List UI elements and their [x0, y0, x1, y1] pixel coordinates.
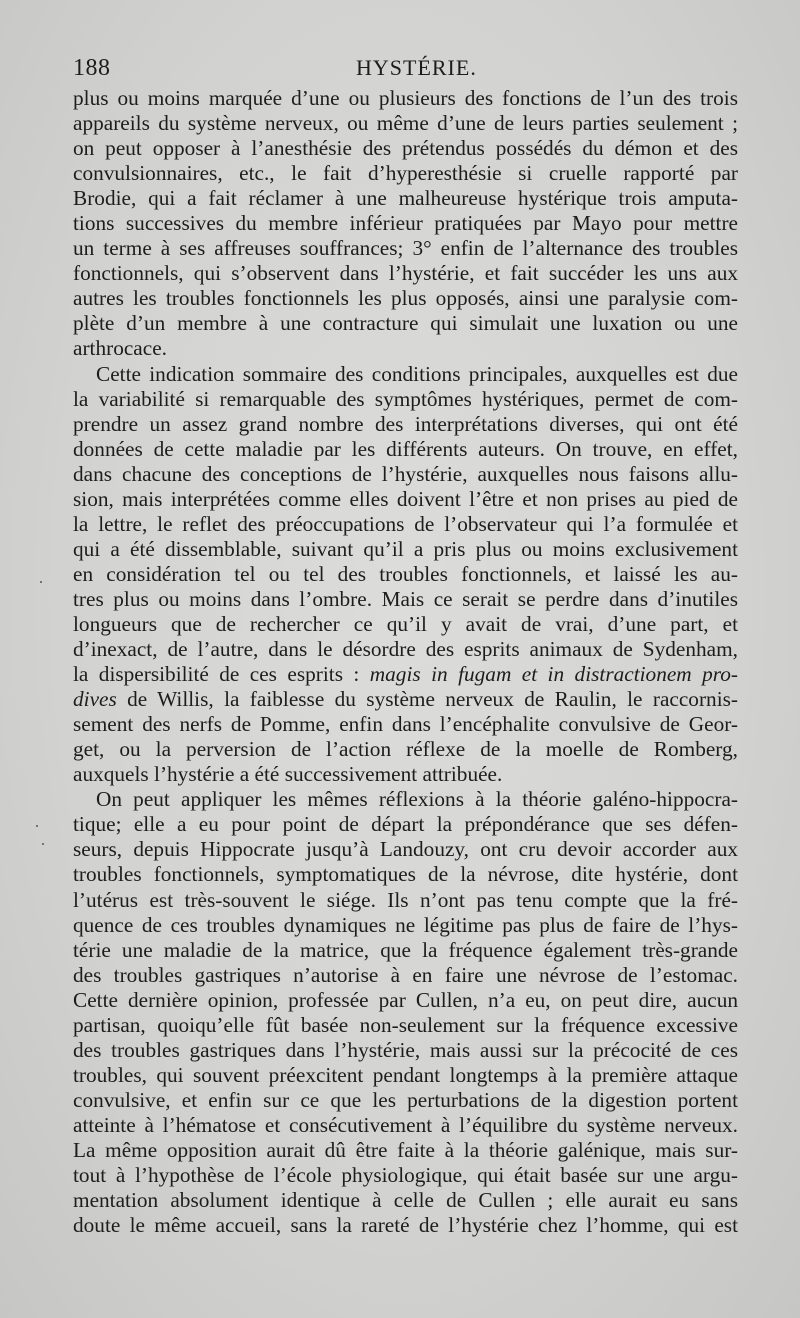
- line-text: mentation absolument identique à celle de Cullen ; elle aurait eu sans: [73, 1188, 738, 1213]
- text-line: [73, 1163, 738, 1188]
- text-line: [73, 136, 738, 161]
- line-text: convulsive, et enfin sur ce que les perturbations de la digestion portent: [73, 1087, 738, 1112]
- line-text: sion, mais interprétées comme elles doivent l’être et non prises au pied de: [73, 486, 738, 511]
- text-line: [73, 1213, 738, 1238]
- text-line: [73, 1013, 738, 1038]
- line-text: tique; elle a eu pour point de départ la prépondérance que ses défen-: [73, 812, 738, 837]
- line-text: Brodie, qui a fait réclamer à une malheureuse hystérique trois amputa-: [73, 186, 738, 211]
- text-line: [73, 913, 738, 938]
- line-text: données de cette maladie par les différents auteurs. On trouve, en effet,: [73, 436, 738, 461]
- text-line: [73, 336, 738, 361]
- line-text: convulsionnaires, etc., le fait d’hyperesthésie si cruelle rapporté par: [73, 161, 738, 186]
- line-text: arthrocace.: [73, 336, 167, 361]
- text-line: [73, 387, 738, 412]
- line-text: d’inexact, de l’autre, dans le désordre des esprits animaux de Sydenham,: [73, 637, 738, 662]
- line-text: en considération tel ou tel des troubles fonctionnels, et laissé les au-: [73, 561, 738, 586]
- text-line: [73, 1038, 738, 1063]
- line-text: la variabilité si remarquable des symptômes hystériques, permet de com-: [73, 386, 738, 411]
- text-line: [73, 587, 738, 612]
- line-text: sement des nerfs de Pomme, enfin dans l’encéphalite convulsive de Geor-: [73, 712, 738, 737]
- line-text: partisan, quoiqu’elle fût basée non-seulement sur la fréquence excessive: [73, 1012, 738, 1037]
- page-number: 188: [73, 55, 111, 81]
- text-line: [73, 888, 738, 913]
- text-line: [73, 687, 738, 712]
- text-line: [73, 311, 738, 336]
- text-line: [73, 362, 738, 387]
- text-line: [73, 512, 738, 537]
- text-line: [73, 712, 738, 737]
- text-line: [73, 762, 738, 787]
- line-text: atteinte à l’hématose et consécutivement à l’équilibre du système nerveux.: [73, 1112, 738, 1137]
- latin-quote: magis in fugam et in distractionem pro-: [369, 662, 738, 687]
- line-text: seurs, depuis Hippocrate jusqu’à Landouzy, ont cru devoir accorder aux: [73, 837, 738, 862]
- text-line: [73, 462, 738, 487]
- line-text: appareils du système nerveux, ou même d’une de leurs parties seulement ;: [73, 111, 738, 136]
- text-line: [73, 1088, 738, 1113]
- text-line: [73, 963, 738, 988]
- text-line: [73, 787, 738, 812]
- text-line: [73, 1188, 738, 1213]
- line-text: longueurs que de rechercher ce qu’il y avait de vrai, d’une part, et: [73, 611, 738, 636]
- line-text: tions successives du membre inférieur pratiquées par Mayo pour mettre: [73, 211, 738, 236]
- text-line: [73, 612, 738, 637]
- text-line: [73, 737, 738, 762]
- line-text: quence de ces troubles dynamiques ne légitime pas plus de faire de l’hys-: [73, 912, 738, 937]
- page-header: [73, 55, 738, 85]
- text-line: [73, 1113, 738, 1138]
- line-text: On peut appliquer les mêmes réflexions à la théorie galéno-hippocra-: [96, 787, 738, 812]
- page-speck: [40, 581, 42, 583]
- line-text: autres les troubles fonctionnels les plus opposés, ainsi une paralysie com-: [73, 286, 738, 311]
- latin-quote: dives: [73, 687, 117, 712]
- text-line: [73, 837, 738, 862]
- body-text: [73, 86, 738, 1238]
- line-text: troubles fonctionnels, symptomatiques de la névrose, dite hystérie, dont: [73, 862, 738, 887]
- text-line: [73, 211, 738, 236]
- line-text: La même opposition aurait dû être faite à la théorie galénique, mais sur-: [73, 1137, 738, 1162]
- line-text: tres plus ou moins dans l’ombre. Mais ce serait se perdre dans d’inutiles: [73, 586, 738, 611]
- line-text: Cette dernière opinion, professée par Cullen, n’a eu, on peut dire, aucun: [73, 987, 738, 1012]
- text-line: [73, 111, 738, 136]
- text-line: [73, 487, 738, 512]
- text-line: [73, 812, 738, 837]
- line-text: qui a été dissemblable, suivant qu’il a pris plus ou moins exclusivement: [73, 536, 738, 561]
- line-text: troubles, qui souvent préexcitent pendant longtemps à la première attaque: [73, 1062, 738, 1087]
- text-line: [73, 938, 738, 963]
- line-text: get, ou la perversion de l’action réflexe de la moelle de Romberg,: [73, 737, 738, 762]
- text-line: [73, 562, 738, 587]
- line-text-after: de Willis, la faiblesse du système nerveux de Raulin, le raccornis-: [116, 687, 738, 712]
- line-text: plus ou moins marquée d’une ou plusieurs des fonctions de l’un des trois: [73, 86, 738, 110]
- line-text: térie une maladie de la matrice, que la fréquence également très-grande: [73, 937, 738, 962]
- text-line: [73, 161, 738, 186]
- page-speck: [36, 825, 38, 827]
- line-text: fonctionnels, qui s’observent dans l’hystérie, et fait succéder les uns aux: [73, 261, 738, 286]
- line-text: auxquels l’hystérie a été successivement attribuée.: [73, 762, 503, 787]
- page-speck: [42, 843, 44, 845]
- text-line: [73, 537, 738, 562]
- line-text: doute le même accueil, sans la rareté de l’hystérie chez l’homme, qui est: [73, 1213, 738, 1238]
- text-line: [73, 1063, 738, 1088]
- text-line: [73, 988, 738, 1013]
- text-line: [73, 86, 738, 111]
- line-text: Cette indication sommaire des conditions principales, auxquelles est due: [96, 361, 738, 386]
- line-text: des troubles gastriques n’autorise à en faire une névrose de l’estomac.: [73, 962, 738, 987]
- line-text: dans chacune des conceptions de l’hystérie, auxquelles nous faisons allu-: [73, 461, 738, 486]
- running-title: HYSTÉRIE.: [356, 55, 477, 80]
- text-line: [73, 1138, 738, 1163]
- text-line: [73, 637, 738, 662]
- line-text: la lettre, le reflet des préoccupations de l’observateur qui l’a formulée et: [73, 511, 738, 536]
- text-line: [73, 437, 738, 462]
- line-text: on peut opposer à l’anesthésie des prétendus possédés du démon et des: [73, 136, 738, 161]
- text-line: [73, 662, 738, 687]
- line-text: prendre un assez grand nombre des interprétations diverses, qui ont été: [73, 411, 738, 436]
- line-text: plète d’un membre à une contracture qui simulait une luxation ou une: [73, 311, 738, 336]
- line-text: tout à l’hypothèse de l’école physiologique, qui était basée sur une argu-: [73, 1163, 738, 1188]
- text-line: [73, 286, 738, 311]
- text-line: [73, 862, 738, 887]
- text-line: [73, 236, 738, 261]
- line-text: des troubles gastriques dans l’hystérie, mais aussi sur la précocité de ces: [73, 1037, 738, 1062]
- line-text: un terme à ses affreuses souffrances; 3° enfin de l’alternance des troubles: [73, 236, 738, 261]
- text-line: [73, 186, 738, 211]
- line-text: l’utérus est très-souvent le siége. Ils n’ont pas tenu compte que la fré-: [73, 887, 738, 912]
- text-line: [73, 412, 738, 437]
- text-line: [73, 261, 738, 286]
- line-text: la dispersibilité de ces esprits :: [73, 662, 370, 687]
